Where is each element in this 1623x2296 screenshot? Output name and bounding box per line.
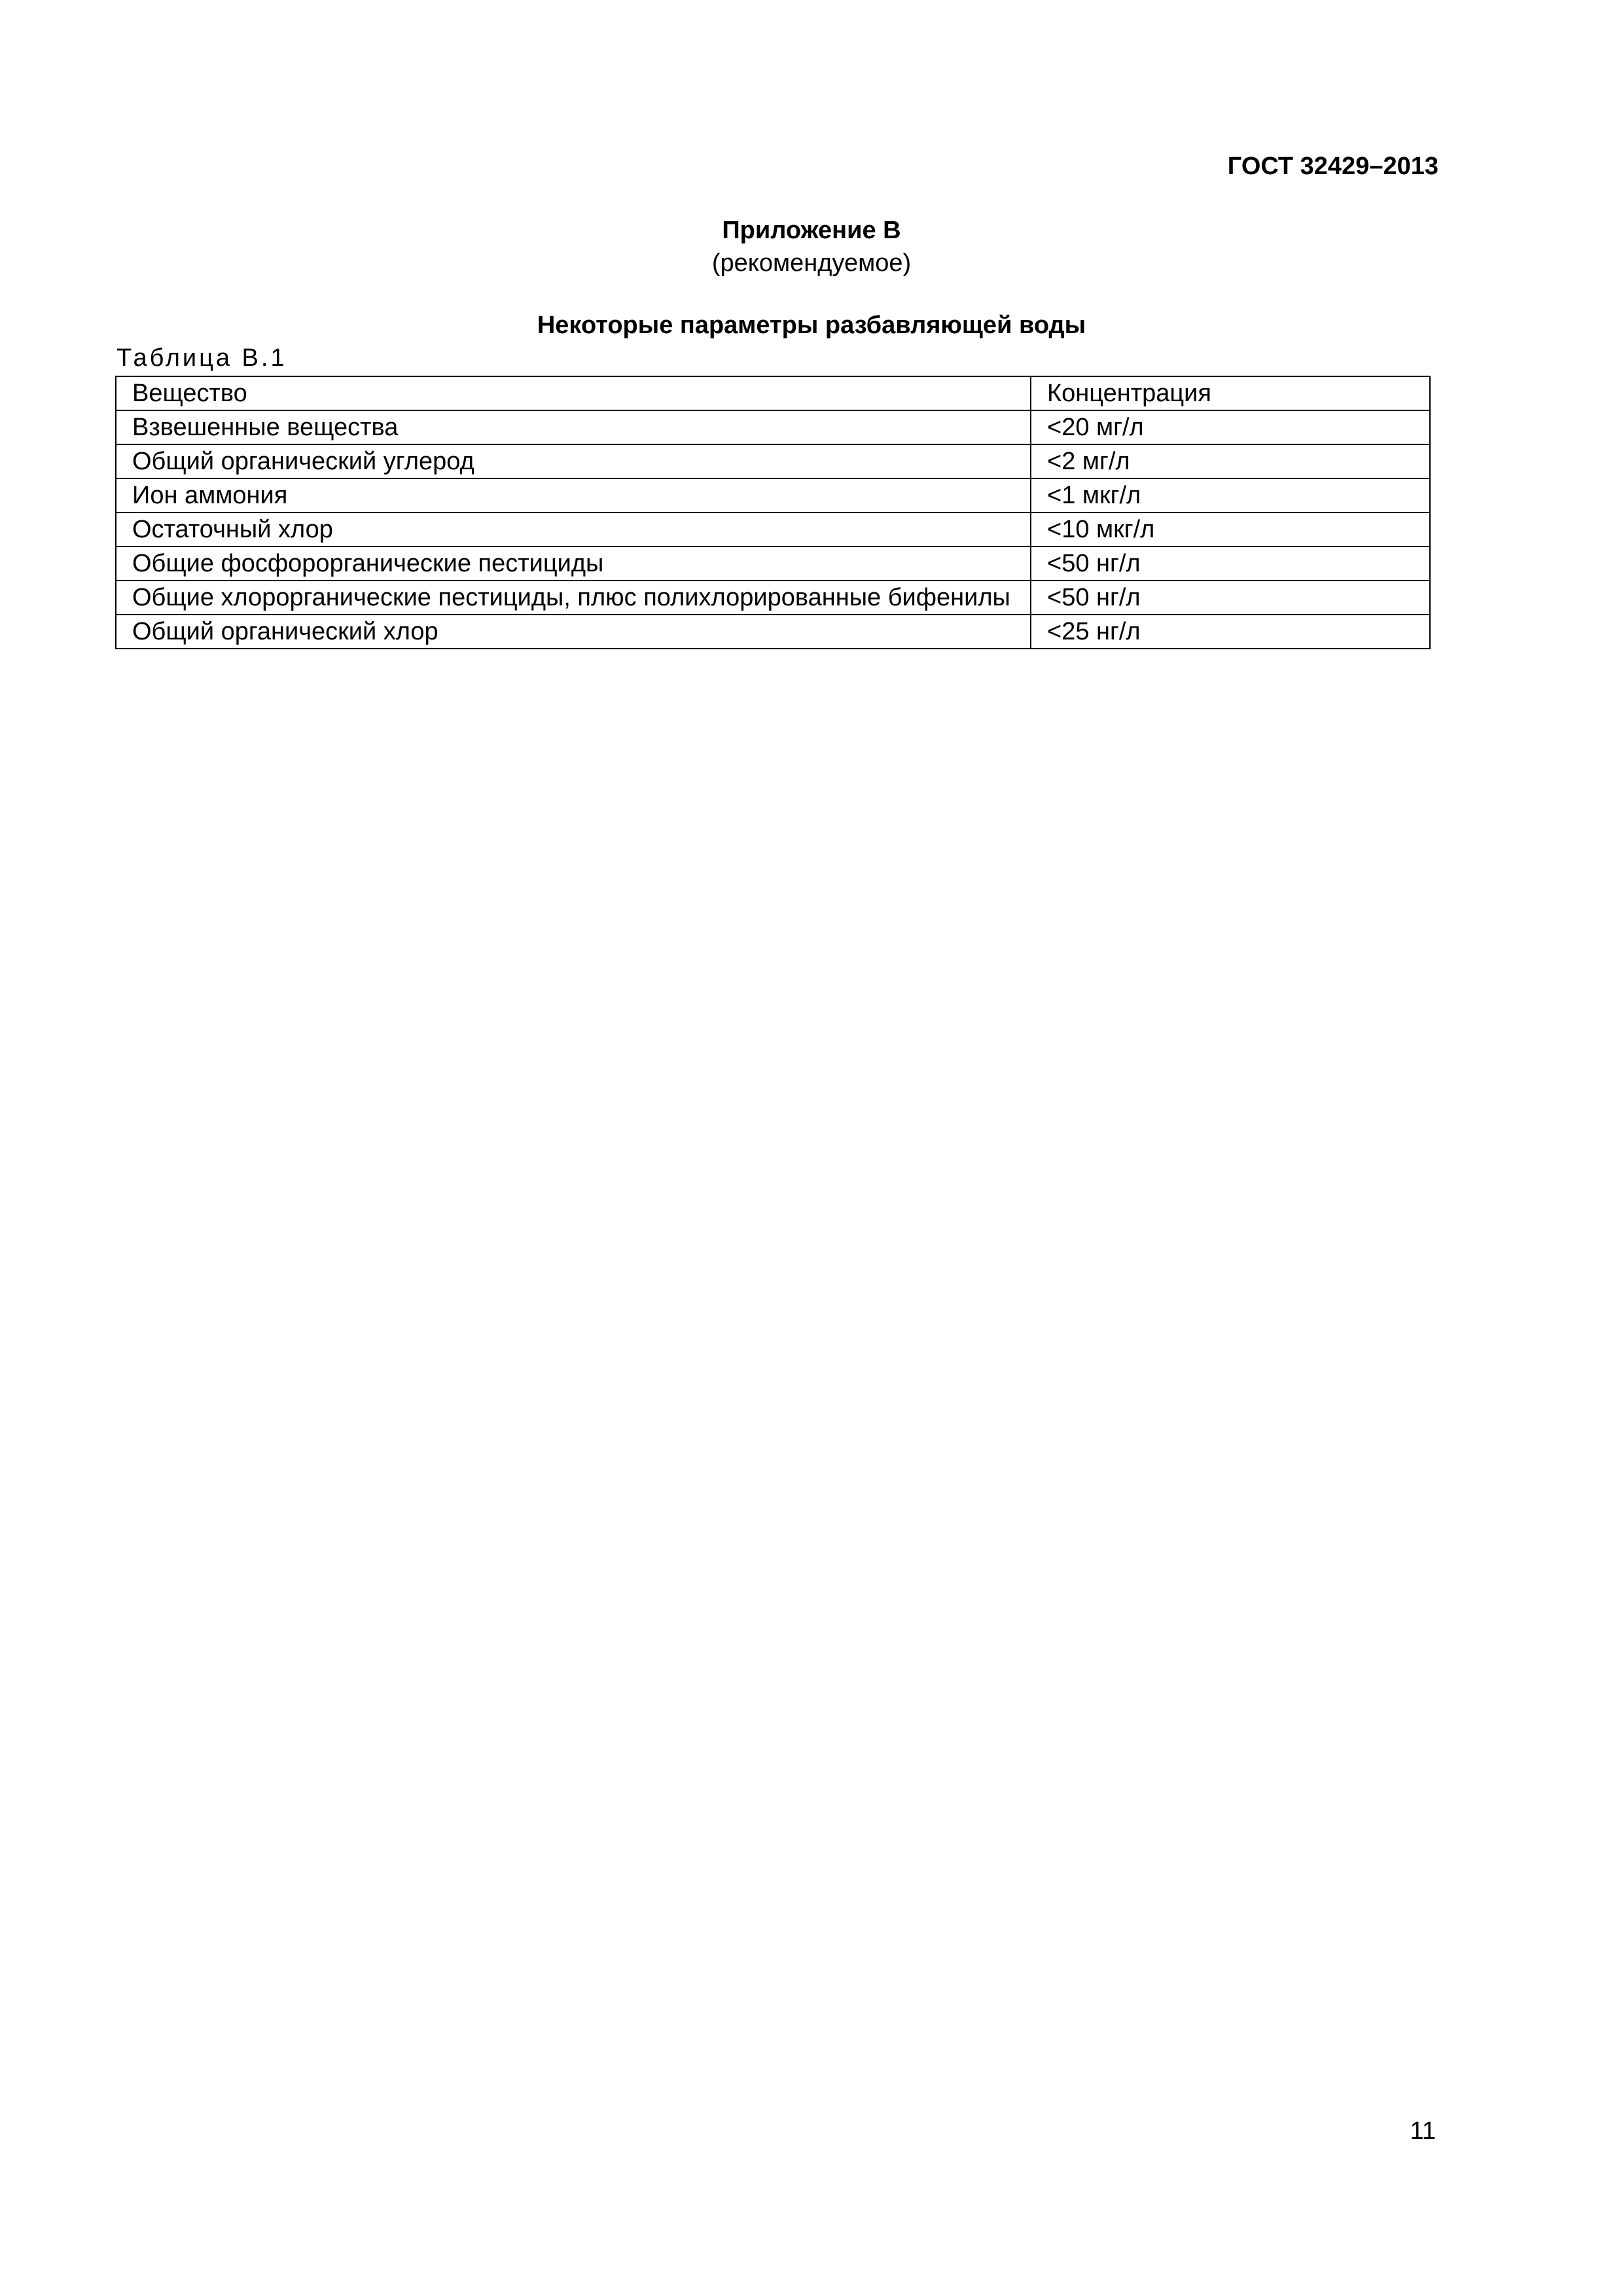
page-number: 11 [1410,2117,1436,2145]
annex-title: Приложение В [722,217,901,244]
concentration-cell: <50 нг/л [1031,547,1430,581]
table-header-row [116,376,1430,410]
concentration-cell: <50 нг/л [1031,581,1430,615]
table-heading: Некоторые параметры разбавляющей воды [537,312,1086,339]
table-label: Таблица В.1 [116,344,287,372]
table-row [116,444,1430,478]
substance-cell: Взвешенные вещества [116,410,1031,444]
substance-cell: Общий органический углерод [116,444,1031,478]
concentration-cell: <25 нг/л [1031,615,1430,649]
concentration-cell: <1 мкг/л [1031,478,1430,512]
column-header-substance: Вещество [116,376,1031,410]
table-row [116,512,1430,547]
substance-cell: Общие фосфорорганические пестициды [116,547,1031,581]
column-header-concentration: Концентрация [1031,376,1430,410]
substance-cell: Общие хлорорганические пестициды, плюс полихлорированные бифенилы [116,581,1031,615]
annex-kind: (рекомендуемое) [711,249,912,277]
table-row [116,581,1430,615]
substance-cell: Ион аммония [116,478,1031,512]
concentration-cell: <2 мг/л [1031,444,1430,478]
table-row [116,547,1430,581]
substance-cell: Остаточный хлор [116,512,1031,547]
table-row [116,410,1430,444]
concentration-cell: <20 мг/л [1031,410,1430,444]
substance-cell: Общий органический хлор [116,615,1031,649]
concentration-cell: <10 мкг/л [1031,512,1430,547]
table-row [116,478,1430,512]
parameters-table [115,376,1431,649]
table-row [116,615,1430,649]
document-code: ГОСТ 32429–2013 [1227,152,1438,180]
